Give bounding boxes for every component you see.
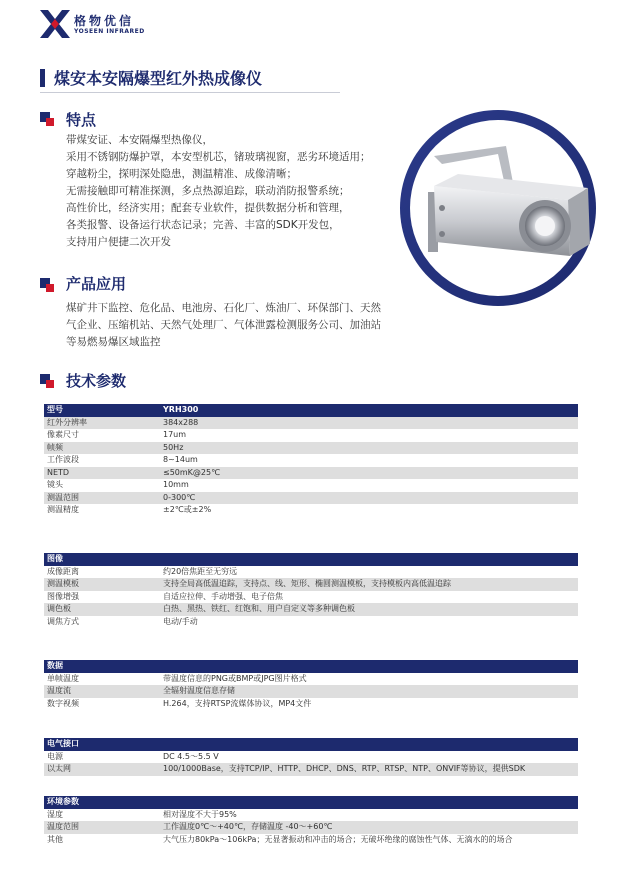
table-row: [44, 442, 578, 455]
table-header-value: [160, 660, 578, 673]
spec-label: 以太网: [44, 763, 160, 776]
table-header-row: [44, 404, 578, 417]
spec-label: 电源: [44, 751, 160, 764]
table-row: [44, 821, 578, 834]
table-row: [44, 429, 578, 442]
table-header-row: [44, 553, 578, 566]
thermal-camera-image: [398, 108, 598, 308]
features-line: 带煤安证、本安隔爆型热像仪，: [66, 134, 213, 146]
spec-label: 其他: [44, 834, 160, 847]
applications-line: 煤矿井下监控、危化品、电池房、石化厂、炼油厂、环保部门、天然: [66, 302, 381, 314]
specs-heading: 技术参数: [66, 372, 127, 390]
spec-value: 大气压力80kPa～106kPa；无显著振动和冲击的场合；无破坏绝缘的腐蚀性气体、无滴水的的场合: [160, 834, 578, 847]
table-row: [44, 492, 578, 505]
table-header-label: 型号: [44, 404, 160, 417]
applications-list: [66, 300, 381, 351]
table-row: [44, 417, 578, 430]
brand-name-en: YOSEEN INFRARED: [74, 28, 145, 35]
spec-value: 17um: [160, 429, 578, 442]
spec-value: 0-300℃: [160, 492, 578, 505]
table-header-label: 环境参数: [44, 796, 160, 809]
table-header-row: [44, 660, 578, 673]
table-header-label: 图像: [44, 553, 160, 566]
applications-heading: 产品应用: [66, 275, 127, 293]
spec-value: 工作温度0℃～+40℃，存储温度 -40～+60℃: [160, 821, 578, 834]
features-line: 高性价比，经济实用；配套专业软件，提供数据分析和管理，: [66, 202, 350, 214]
spec-value: 白热、黑热、铁红、红饱和、用户自定义等多种调色板: [160, 603, 578, 616]
spec-table-environment: [44, 796, 578, 846]
spec-value: 约20倍焦距至无穷远: [160, 566, 578, 579]
title-accent-bar: [40, 69, 45, 87]
spec-value: 50Hz: [160, 442, 578, 455]
table-row: [44, 685, 578, 698]
title-divider: [40, 92, 340, 93]
table-header-value: [160, 553, 578, 566]
section-bullet-icon: [40, 112, 54, 126]
spec-table-data: [44, 660, 578, 710]
spec-value: 全辐射温度信息存储: [160, 685, 578, 698]
table-row: [44, 467, 578, 480]
spec-label: 镜头: [44, 479, 160, 492]
table-row: [44, 751, 578, 764]
spec-label: 温度范围: [44, 821, 160, 834]
features-list: [66, 132, 371, 251]
spec-label: 帧频: [44, 442, 160, 455]
spec-label: 工作波段: [44, 454, 160, 467]
spec-value: 384x288: [160, 417, 578, 430]
spec-label: 湿度: [44, 809, 160, 822]
spec-table-image: [44, 553, 578, 628]
features-heading: 特点: [66, 111, 97, 129]
table-row: [44, 454, 578, 467]
features-line: 采用不锈钢防爆护罩，本安型机芯，锗玻璃视窗，恶劣环境适用；: [66, 151, 371, 163]
spec-value: 8~14um: [160, 454, 578, 467]
features-line: 各类报警、设备运行状态记录；完善、丰富的SDK开发包，: [66, 219, 340, 231]
spec-table-general: [44, 404, 578, 517]
table-header-row: [44, 738, 578, 751]
spec-table-electrical: [44, 738, 578, 776]
features-line: 无需接触即可精准探测，多点热源追踪，联动消防报警系统；: [66, 185, 350, 197]
spec-value: 自适应拉伸、手动增强、电子倍焦: [160, 591, 578, 604]
table-header-label: 电气接口: [44, 738, 160, 751]
table-header-value: [160, 738, 578, 751]
applications-line: 气企业、压缩机站、天然气处理厂、气体泄露检测服务公司、加油站: [66, 319, 381, 331]
spec-label: 数字视频: [44, 698, 160, 711]
spec-value: 带温度信息的PNG或BMP或JPG图片格式: [160, 673, 578, 686]
table-header-value: [160, 796, 578, 809]
spec-value: ≤50mK@25℃: [160, 467, 578, 480]
spec-value: 支持全局高低温追踪，支持点、线、矩形、椭圆测温模板，支持模板内高低温追踪: [160, 578, 578, 591]
spec-label: 温度流: [44, 685, 160, 698]
product-title: 煤安本安隔爆型红外热成像仪: [54, 69, 263, 88]
spec-label: 单帧温度: [44, 673, 160, 686]
table-header-value: YRH300: [160, 404, 578, 417]
table-row: [44, 763, 578, 776]
section-bullet-icon: [40, 374, 54, 388]
spec-label: 红外分辨率: [44, 417, 160, 430]
spec-label: 测温精度: [44, 504, 160, 517]
spec-value: DC 4.5～5.5 V: [160, 751, 578, 764]
brand-name-cn: 格物优信: [74, 14, 135, 28]
table-row: [44, 591, 578, 604]
table-row: [44, 698, 578, 711]
table-row: [44, 504, 578, 517]
spec-label: 调色板: [44, 603, 160, 616]
spec-value: 10mm: [160, 479, 578, 492]
table-row: [44, 479, 578, 492]
spec-label: NETD: [44, 467, 160, 480]
spec-value: H.264，支持RTSP流媒体协议，MP4文件: [160, 698, 578, 711]
spec-label: 像素尺寸: [44, 429, 160, 442]
table-row: [44, 673, 578, 686]
spec-value: 相对湿度不大于95%: [160, 809, 578, 822]
table-row: [44, 603, 578, 616]
spec-label: 测温范围: [44, 492, 160, 505]
table-row: [44, 578, 578, 591]
spec-label: 成像距离: [44, 566, 160, 579]
table-row: [44, 809, 578, 822]
spec-value: 100/1000Base，支持TCP/IP、HTTP、DHCP、DNS、RTP、RTSP、NTP、ONVIF等协议，提供SDK: [160, 763, 578, 776]
brand-logo-icon: [40, 10, 70, 38]
table-header-label: 数据: [44, 660, 160, 673]
features-line: 支持用户便捷二次开发: [66, 236, 171, 248]
spec-value: 电动/手动: [160, 616, 578, 629]
features-line: 穿越粉尘，探明深处隐患，测温精准、成像清晰；: [66, 168, 297, 180]
table-header-row: [44, 796, 578, 809]
table-row: [44, 616, 578, 629]
table-row: [44, 566, 578, 579]
spec-label: 调焦方式: [44, 616, 160, 629]
spec-label: 测温模板: [44, 578, 160, 591]
table-row: [44, 834, 578, 847]
spec-value: ±2℃或±2%: [160, 504, 578, 517]
section-bullet-icon: [40, 278, 54, 292]
spec-label: 图像增强: [44, 591, 160, 604]
applications-line: 等易燃易爆区域监控: [66, 336, 161, 348]
